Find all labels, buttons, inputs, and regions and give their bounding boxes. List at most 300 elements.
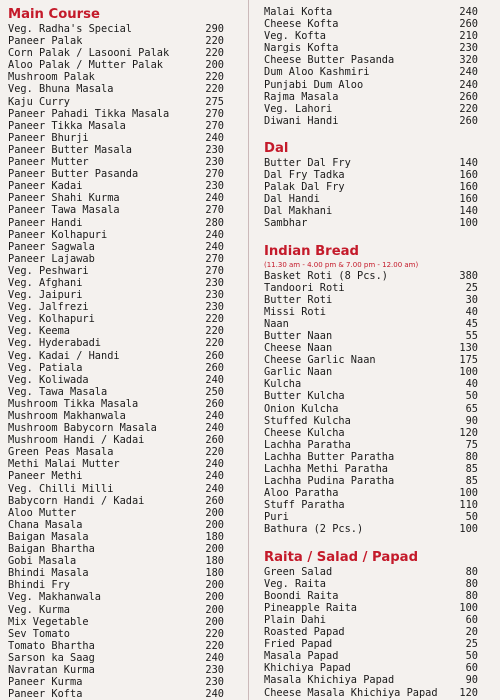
menu-item-price: 120 bbox=[459, 686, 478, 699]
menu-item bbox=[264, 499, 480, 511]
menu-item bbox=[8, 543, 228, 555]
menu-item-name: Punjabi Dum Aloo bbox=[264, 78, 364, 91]
menu-item-price: 25 bbox=[465, 638, 478, 651]
menu-item bbox=[264, 602, 480, 614]
menu-item-price: 85 bbox=[465, 475, 478, 488]
menu-item bbox=[8, 217, 228, 229]
menu-item-name: Cheese Kulcha bbox=[264, 426, 345, 439]
menu-item-price: 240 bbox=[205, 410, 224, 422]
menu-item bbox=[264, 66, 480, 78]
menu-item-name: Paneer Kadai bbox=[8, 180, 83, 193]
menu-item-price: 200 bbox=[205, 579, 224, 592]
menu-item-price: 100 bbox=[459, 487, 478, 500]
menu-item-name: Roasted Papad bbox=[264, 626, 345, 639]
menu-item-price: 200 bbox=[205, 543, 224, 556]
menu-item bbox=[264, 626, 480, 638]
menu-item bbox=[264, 42, 480, 54]
menu-item-price: 240 bbox=[459, 78, 478, 91]
menu-item-price: 260 bbox=[205, 397, 224, 410]
menu-item-name: Paneer Methi bbox=[8, 470, 83, 483]
menu-item bbox=[8, 132, 228, 144]
menu-item bbox=[8, 337, 228, 349]
menu-item-name: Khichiya Papad bbox=[264, 662, 351, 675]
menu-item-name: Nargis Kofta bbox=[264, 42, 339, 55]
menu-item bbox=[8, 265, 228, 277]
dal-list bbox=[264, 157, 480, 230]
menu-item-name: Kaju Curry bbox=[8, 95, 70, 108]
menu-item bbox=[8, 640, 228, 652]
section-title-main-course: Main Course bbox=[8, 7, 100, 22]
menu-item-price: 230 bbox=[205, 289, 224, 302]
menu-item-name: Baigan Bhartha bbox=[8, 543, 95, 556]
menu-item bbox=[8, 422, 228, 434]
menu-item-name: Sarson ka Saag bbox=[8, 651, 95, 664]
menu-item-name: Diwani Handi bbox=[264, 114, 339, 127]
menu-item-name: Baigan Masala bbox=[8, 530, 89, 543]
menu-item bbox=[264, 30, 480, 42]
menu-item bbox=[264, 306, 480, 318]
menu-item-price: 130 bbox=[459, 342, 478, 355]
menu-item-price: 240 bbox=[205, 651, 224, 664]
menu-item-price: 240 bbox=[205, 458, 224, 471]
menu-item-price: 100 bbox=[459, 217, 478, 230]
menu-item-price: 270 bbox=[205, 107, 224, 120]
menu-item-price: 50 bbox=[465, 650, 478, 663]
menu-item-price: 50 bbox=[465, 511, 478, 524]
menu-item-price: 220 bbox=[205, 35, 224, 48]
menu-item-price: 220 bbox=[205, 71, 224, 84]
menu-item bbox=[264, 439, 480, 451]
menu-item bbox=[8, 470, 228, 482]
menu-item-name: Cheese Butter Pasanda bbox=[264, 54, 395, 67]
menu-item bbox=[8, 96, 228, 108]
menu-item-price: 200 bbox=[205, 615, 224, 628]
menu-item-name: Cheese Naan bbox=[264, 342, 333, 355]
menu-item-price: 270 bbox=[205, 119, 224, 132]
menu-item-name: Veg. Keema bbox=[8, 325, 70, 338]
menu-item bbox=[8, 652, 228, 664]
menu-item bbox=[264, 342, 480, 354]
menu-item bbox=[264, 378, 480, 390]
menu-item-name: Pineapple Raita bbox=[264, 601, 357, 614]
menu-item-price: 80 bbox=[465, 577, 478, 590]
menu-item-price: 260 bbox=[205, 349, 224, 362]
menu-item-name: Fried Papad bbox=[264, 638, 333, 651]
menu-item bbox=[8, 434, 228, 446]
menu-item bbox=[8, 555, 228, 567]
menu-item-price: 240 bbox=[205, 422, 224, 435]
menu-item-name: Bhindi Fry bbox=[8, 579, 70, 592]
menu-item bbox=[8, 350, 228, 362]
menu-item-price: 180 bbox=[205, 555, 224, 568]
menu-item-name: Veg. Koliwada bbox=[8, 373, 89, 386]
menu-item-name: Veg. Hyderabadi bbox=[8, 337, 101, 350]
menu-item-name: Naan bbox=[264, 317, 289, 330]
menu-item bbox=[8, 241, 228, 253]
menu-item-price: 200 bbox=[205, 518, 224, 531]
menu-item-name: Paneer Butter Masala bbox=[8, 143, 132, 156]
menu-item bbox=[8, 289, 228, 301]
menu-item-price: 240 bbox=[205, 482, 224, 495]
menu-item-name: Paneer Handi bbox=[8, 216, 83, 229]
menu-item-name: Mushroom Makhanwala bbox=[8, 410, 126, 422]
section-title-dal: Dal bbox=[264, 140, 289, 156]
menu-item-price: 120 bbox=[459, 426, 478, 439]
menu-item bbox=[264, 650, 480, 662]
menu-item-name: Green Salad bbox=[264, 565, 333, 578]
menu-item bbox=[264, 217, 480, 229]
indian-bread-list bbox=[264, 270, 480, 536]
menu-item-price: 90 bbox=[465, 674, 478, 687]
menu-item bbox=[264, 614, 480, 626]
menu-item bbox=[8, 204, 228, 216]
menu-item-name: Boondi Raita bbox=[264, 589, 339, 602]
menu-item-price: 80 bbox=[465, 565, 478, 578]
menu-item-price: 230 bbox=[205, 180, 224, 193]
menu-item-price: 100 bbox=[459, 523, 478, 536]
menu-item bbox=[264, 415, 480, 427]
menu-item bbox=[264, 79, 480, 91]
menu-item bbox=[8, 531, 228, 543]
menu-item-name: Tomato Bhartha bbox=[8, 639, 95, 652]
menu-item bbox=[8, 313, 228, 325]
menu-item-name: Stuff Paratha bbox=[264, 499, 345, 512]
menu-item-name: Butter Dal Fry bbox=[264, 156, 351, 169]
menu-item-price: 230 bbox=[205, 676, 224, 689]
menu-item bbox=[264, 687, 480, 699]
menu-item bbox=[8, 71, 228, 83]
menu-item bbox=[264, 638, 480, 650]
menu-item bbox=[8, 567, 228, 579]
menu-item-price: 85 bbox=[465, 463, 478, 475]
menu-item-name: Cheese Masala Khichiya Papad bbox=[264, 686, 438, 699]
column-divider bbox=[248, 0, 249, 700]
menu-item-price: 230 bbox=[459, 42, 478, 55]
menu-item-name: Missi Roti bbox=[264, 305, 326, 318]
menu-item-name: Paneer Bhurji bbox=[8, 131, 89, 144]
menu-item-price: 65 bbox=[465, 402, 478, 415]
menu-item-price: 180 bbox=[205, 530, 224, 543]
menu-item-name: Butter Kulcha bbox=[264, 390, 345, 403]
menu-item bbox=[264, 578, 480, 590]
menu-item-price: 320 bbox=[459, 54, 478, 67]
menu-item bbox=[8, 192, 228, 204]
menu-item bbox=[264, 523, 480, 535]
menu-item bbox=[8, 688, 228, 700]
menu-item-name: Veg. Kofta bbox=[264, 30, 326, 43]
menu-item-price: 230 bbox=[205, 143, 224, 156]
menu-item-name: Gobi Masala bbox=[8, 555, 77, 568]
menu-item bbox=[264, 294, 480, 306]
menu-item-price: 55 bbox=[465, 329, 478, 342]
menu-item-price: 200 bbox=[205, 591, 224, 604]
menu-item bbox=[264, 674, 480, 686]
menu-item-name: Dal Handi bbox=[264, 193, 320, 206]
menu-item-name: Veg. Bhuna Masala bbox=[8, 83, 114, 96]
main-course-list bbox=[8, 23, 228, 700]
menu-item-price: 260 bbox=[459, 18, 478, 31]
menu-item-price: 220 bbox=[205, 337, 224, 350]
menu-item-price: 140 bbox=[459, 156, 478, 169]
section-main-course bbox=[8, 7, 228, 700]
menu-item-price: 270 bbox=[205, 168, 224, 181]
menu-item-price: 100 bbox=[459, 601, 478, 614]
menu-item-price: 140 bbox=[459, 205, 478, 218]
menu-item bbox=[264, 427, 480, 439]
menu-item-price: 220 bbox=[205, 313, 224, 326]
menu-item-price: 270 bbox=[205, 252, 224, 265]
menu-item bbox=[8, 59, 228, 71]
menu-item-price: 260 bbox=[205, 361, 224, 374]
menu-item-price: 100 bbox=[459, 366, 478, 379]
menu-item bbox=[264, 103, 480, 115]
menu-item-price: 220 bbox=[205, 446, 224, 459]
menu-item-price: 160 bbox=[459, 193, 478, 206]
menu-item bbox=[8, 628, 228, 640]
menu-item-price: 250 bbox=[205, 385, 224, 398]
menu-item bbox=[8, 398, 228, 410]
left-column bbox=[8, 0, 228, 700]
menu-item bbox=[8, 591, 228, 603]
menu-item-name: Paneer Sagwala bbox=[8, 240, 95, 253]
menu-item bbox=[8, 120, 228, 132]
menu-item bbox=[264, 181, 480, 193]
menu-item-name: Lachha Paratha bbox=[264, 438, 351, 451]
menu-item-price: 200 bbox=[205, 603, 224, 616]
menu-item bbox=[8, 579, 228, 591]
menu-item-name: Green Peas Masala bbox=[8, 446, 114, 459]
menu-item-name: Plain Dahi bbox=[264, 613, 326, 626]
menu-item-name: Bhindi Masala bbox=[8, 567, 89, 580]
menu-item-name: Paneer Pahadi Tikka Masala bbox=[8, 107, 170, 120]
menu-item-price: 220 bbox=[205, 627, 224, 640]
menu-item bbox=[264, 318, 480, 330]
section-title-indian-bread: Indian Bread bbox=[264, 243, 359, 259]
menu-item-price: 220 bbox=[205, 47, 224, 60]
menu-item-price: 240 bbox=[205, 373, 224, 386]
menu-item-name: Veg. Raita bbox=[264, 577, 326, 590]
menu-item bbox=[8, 446, 228, 458]
menu-item-name: Veg. Tawa Masala bbox=[8, 385, 108, 398]
menu-item-name: Chana Masala bbox=[8, 518, 83, 531]
menu-item-price: 220 bbox=[205, 639, 224, 652]
menu-item bbox=[8, 616, 228, 628]
menu-item-name: Paneer Kolhapuri bbox=[8, 228, 108, 241]
menu-item bbox=[8, 47, 228, 59]
menu-item bbox=[264, 451, 480, 463]
menu-item-name: Cheese Garlic Naan bbox=[264, 354, 376, 367]
menu-item bbox=[264, 18, 480, 30]
menu-item bbox=[8, 325, 228, 337]
menu-item-price: 260 bbox=[459, 90, 478, 103]
menu-item-price: 240 bbox=[205, 192, 224, 205]
menu-item-price: 40 bbox=[465, 305, 478, 318]
menu-item bbox=[264, 487, 480, 499]
menu-item-name: Masala Papad bbox=[264, 650, 339, 663]
menu-item bbox=[264, 270, 480, 282]
menu-item-price: 90 bbox=[465, 414, 478, 427]
menu-item bbox=[8, 180, 228, 192]
menu-item-price: 240 bbox=[205, 240, 224, 253]
menu-item-name: Paneer Kurma bbox=[8, 676, 83, 689]
menu-item bbox=[264, 115, 480, 127]
menu-item-price: 240 bbox=[459, 6, 478, 18]
menu-item-price: 60 bbox=[465, 662, 478, 675]
menu-item bbox=[8, 604, 228, 616]
menu-item-price: 230 bbox=[205, 301, 224, 314]
menu-item bbox=[8, 156, 228, 168]
menu-item-price: 240 bbox=[205, 228, 224, 241]
menu-item bbox=[264, 6, 480, 18]
menu-item-name: Stuffed Kulcha bbox=[264, 414, 351, 427]
menu-item-name: Mix Vegetable bbox=[8, 615, 89, 628]
raita-list bbox=[264, 566, 480, 699]
menu-item-price: 20 bbox=[465, 626, 478, 639]
menu-item-price: 30 bbox=[465, 293, 478, 306]
menu-item-price: 50 bbox=[465, 390, 478, 403]
menu-item bbox=[8, 144, 228, 156]
menu-item-name: Veg. Makhanwala bbox=[8, 591, 101, 604]
menu-item bbox=[264, 169, 480, 181]
menu-item-price: 230 bbox=[205, 156, 224, 169]
menu-item-price: 220 bbox=[205, 325, 224, 338]
menu-item bbox=[264, 282, 480, 294]
menu-item-name: Malai Kofta bbox=[264, 6, 333, 18]
menu-item-name: Mushroom Babycorn Masala bbox=[8, 422, 157, 435]
menu-item-name: Paneer Kofta bbox=[8, 688, 83, 700]
menu-item-name: Paneer Lajawab bbox=[8, 252, 95, 265]
menu-item bbox=[8, 229, 228, 241]
menu-item-price: 260 bbox=[459, 114, 478, 127]
menu-item-price: 240 bbox=[459, 66, 478, 79]
menu-item bbox=[264, 475, 480, 487]
menu-item-name: Garlic Naan bbox=[264, 366, 333, 379]
menu-item-name: Methi Malai Mutter bbox=[8, 458, 120, 471]
section-title-raita: Raita / Salad / Papad bbox=[264, 549, 419, 565]
menu-item-name: Mushroom Palak bbox=[8, 71, 95, 84]
menu-item-name: Veg. Kadai / Handi bbox=[8, 349, 120, 362]
menu-item-name: Paneer Tawa Masala bbox=[8, 204, 120, 217]
menu-item-name: Veg. Lahori bbox=[264, 102, 333, 115]
right-column bbox=[264, 0, 480, 699]
menu-item-name: Paneer Palak bbox=[8, 35, 83, 48]
menu-item-price: 270 bbox=[205, 264, 224, 277]
menu-item bbox=[264, 205, 480, 217]
menu-item-name: Dum Aloo Kashmiri bbox=[264, 66, 370, 79]
menu-item-name: Aloo Mutter bbox=[8, 506, 77, 519]
menu-item bbox=[8, 410, 228, 422]
menu-item-price: 160 bbox=[459, 181, 478, 194]
menu-item-price: 80 bbox=[465, 589, 478, 602]
menu-item-name: Paneer Tikka Masala bbox=[8, 119, 126, 132]
menu-item bbox=[8, 676, 228, 688]
menu-item bbox=[264, 662, 480, 674]
menu-item-price: 220 bbox=[459, 102, 478, 115]
menu-item-name: Paneer Shahi Kurma bbox=[8, 192, 120, 205]
menu-item-price: 290 bbox=[205, 23, 224, 35]
menu-item bbox=[8, 386, 228, 398]
menu-item-price: 230 bbox=[205, 276, 224, 289]
menu-item-price: 160 bbox=[459, 169, 478, 182]
menu-item-name: Veg. Kurma bbox=[8, 603, 70, 616]
menu-item bbox=[8, 83, 228, 95]
menu-item bbox=[264, 157, 480, 169]
menu-item bbox=[264, 390, 480, 402]
menu-item-price: 45 bbox=[465, 317, 478, 330]
menu-item bbox=[8, 664, 228, 676]
menu-item-price: 200 bbox=[205, 506, 224, 519]
menu-item-name: Corn Palak / Lasooni Palak bbox=[8, 47, 170, 60]
menu-item bbox=[264, 511, 480, 523]
menu-item-name: Aloo Paratha bbox=[264, 487, 339, 500]
menu-item-price: 40 bbox=[465, 378, 478, 391]
menu-item-price: 275 bbox=[205, 95, 224, 108]
menu-item-name: Babycorn Handi / Kadai bbox=[8, 494, 145, 507]
menu-item-name: Palak Dal Fry bbox=[264, 181, 345, 194]
menu-item-name: Veg. Kolhapuri bbox=[8, 313, 95, 326]
menu-item-price: 110 bbox=[459, 499, 478, 512]
menu-item bbox=[8, 277, 228, 289]
menu-item bbox=[264, 463, 480, 475]
menu-item bbox=[8, 23, 228, 35]
menu-item-name: Lachha Methi Paratha bbox=[264, 463, 388, 475]
menu-item-name: Kulcha bbox=[264, 378, 302, 391]
menu-item-price: 260 bbox=[205, 434, 224, 447]
menu-item-name: Sev Tomato bbox=[8, 627, 70, 640]
menu-item-name: Paneer Butter Pasanda bbox=[8, 168, 139, 181]
menu-item bbox=[264, 354, 480, 366]
menu-item-price: 175 bbox=[459, 354, 478, 367]
menu-item bbox=[8, 507, 228, 519]
menu-item bbox=[8, 108, 228, 120]
section-kofta bbox=[264, 6, 480, 127]
menu-item-name: Mushroom Tikka Masala bbox=[8, 397, 139, 410]
menu-item-name: Cheese Kofta bbox=[264, 18, 339, 31]
menu-item bbox=[264, 590, 480, 602]
menu-item-name: Lachha Pudina Paratha bbox=[264, 475, 395, 488]
menu-item bbox=[8, 458, 228, 470]
menu-item bbox=[8, 374, 228, 386]
menu-item-name: Masala Khichiya Papad bbox=[264, 674, 395, 687]
menu-item-name: Aloo Palak / Mutter Palak bbox=[8, 59, 163, 72]
kofta-list bbox=[264, 6, 480, 127]
menu-item-name: Puri bbox=[264, 511, 289, 524]
menu-item-price: 240 bbox=[205, 131, 224, 144]
menu-item bbox=[264, 54, 480, 66]
menu-item bbox=[264, 91, 480, 103]
menu-item-price: 230 bbox=[205, 663, 224, 676]
menu-item-price: 75 bbox=[465, 438, 478, 451]
menu-item bbox=[264, 193, 480, 205]
menu-item-name: Veg. Chilli Milli bbox=[8, 482, 114, 495]
section-dal bbox=[264, 141, 480, 230]
menu-item bbox=[264, 366, 480, 378]
menu-item-price: 240 bbox=[205, 470, 224, 483]
section-indian-bread bbox=[264, 244, 480, 536]
menu-item-price: 210 bbox=[459, 30, 478, 43]
menu-item bbox=[264, 566, 480, 578]
menu-item-name: Butter Roti bbox=[264, 293, 333, 306]
menu-item-price: 200 bbox=[205, 59, 224, 72]
menu-item bbox=[8, 301, 228, 313]
menu-item-name: Veg. Peshwari bbox=[8, 264, 89, 277]
menu-item bbox=[264, 330, 480, 342]
menu-item-price: 280 bbox=[205, 216, 224, 229]
menu-item bbox=[8, 362, 228, 374]
menu-item-name: Veg. Afghani bbox=[8, 276, 83, 289]
menu-item-name: Tandoori Roti bbox=[264, 281, 345, 294]
menu-item-name: Paneer Mutter bbox=[8, 156, 89, 169]
